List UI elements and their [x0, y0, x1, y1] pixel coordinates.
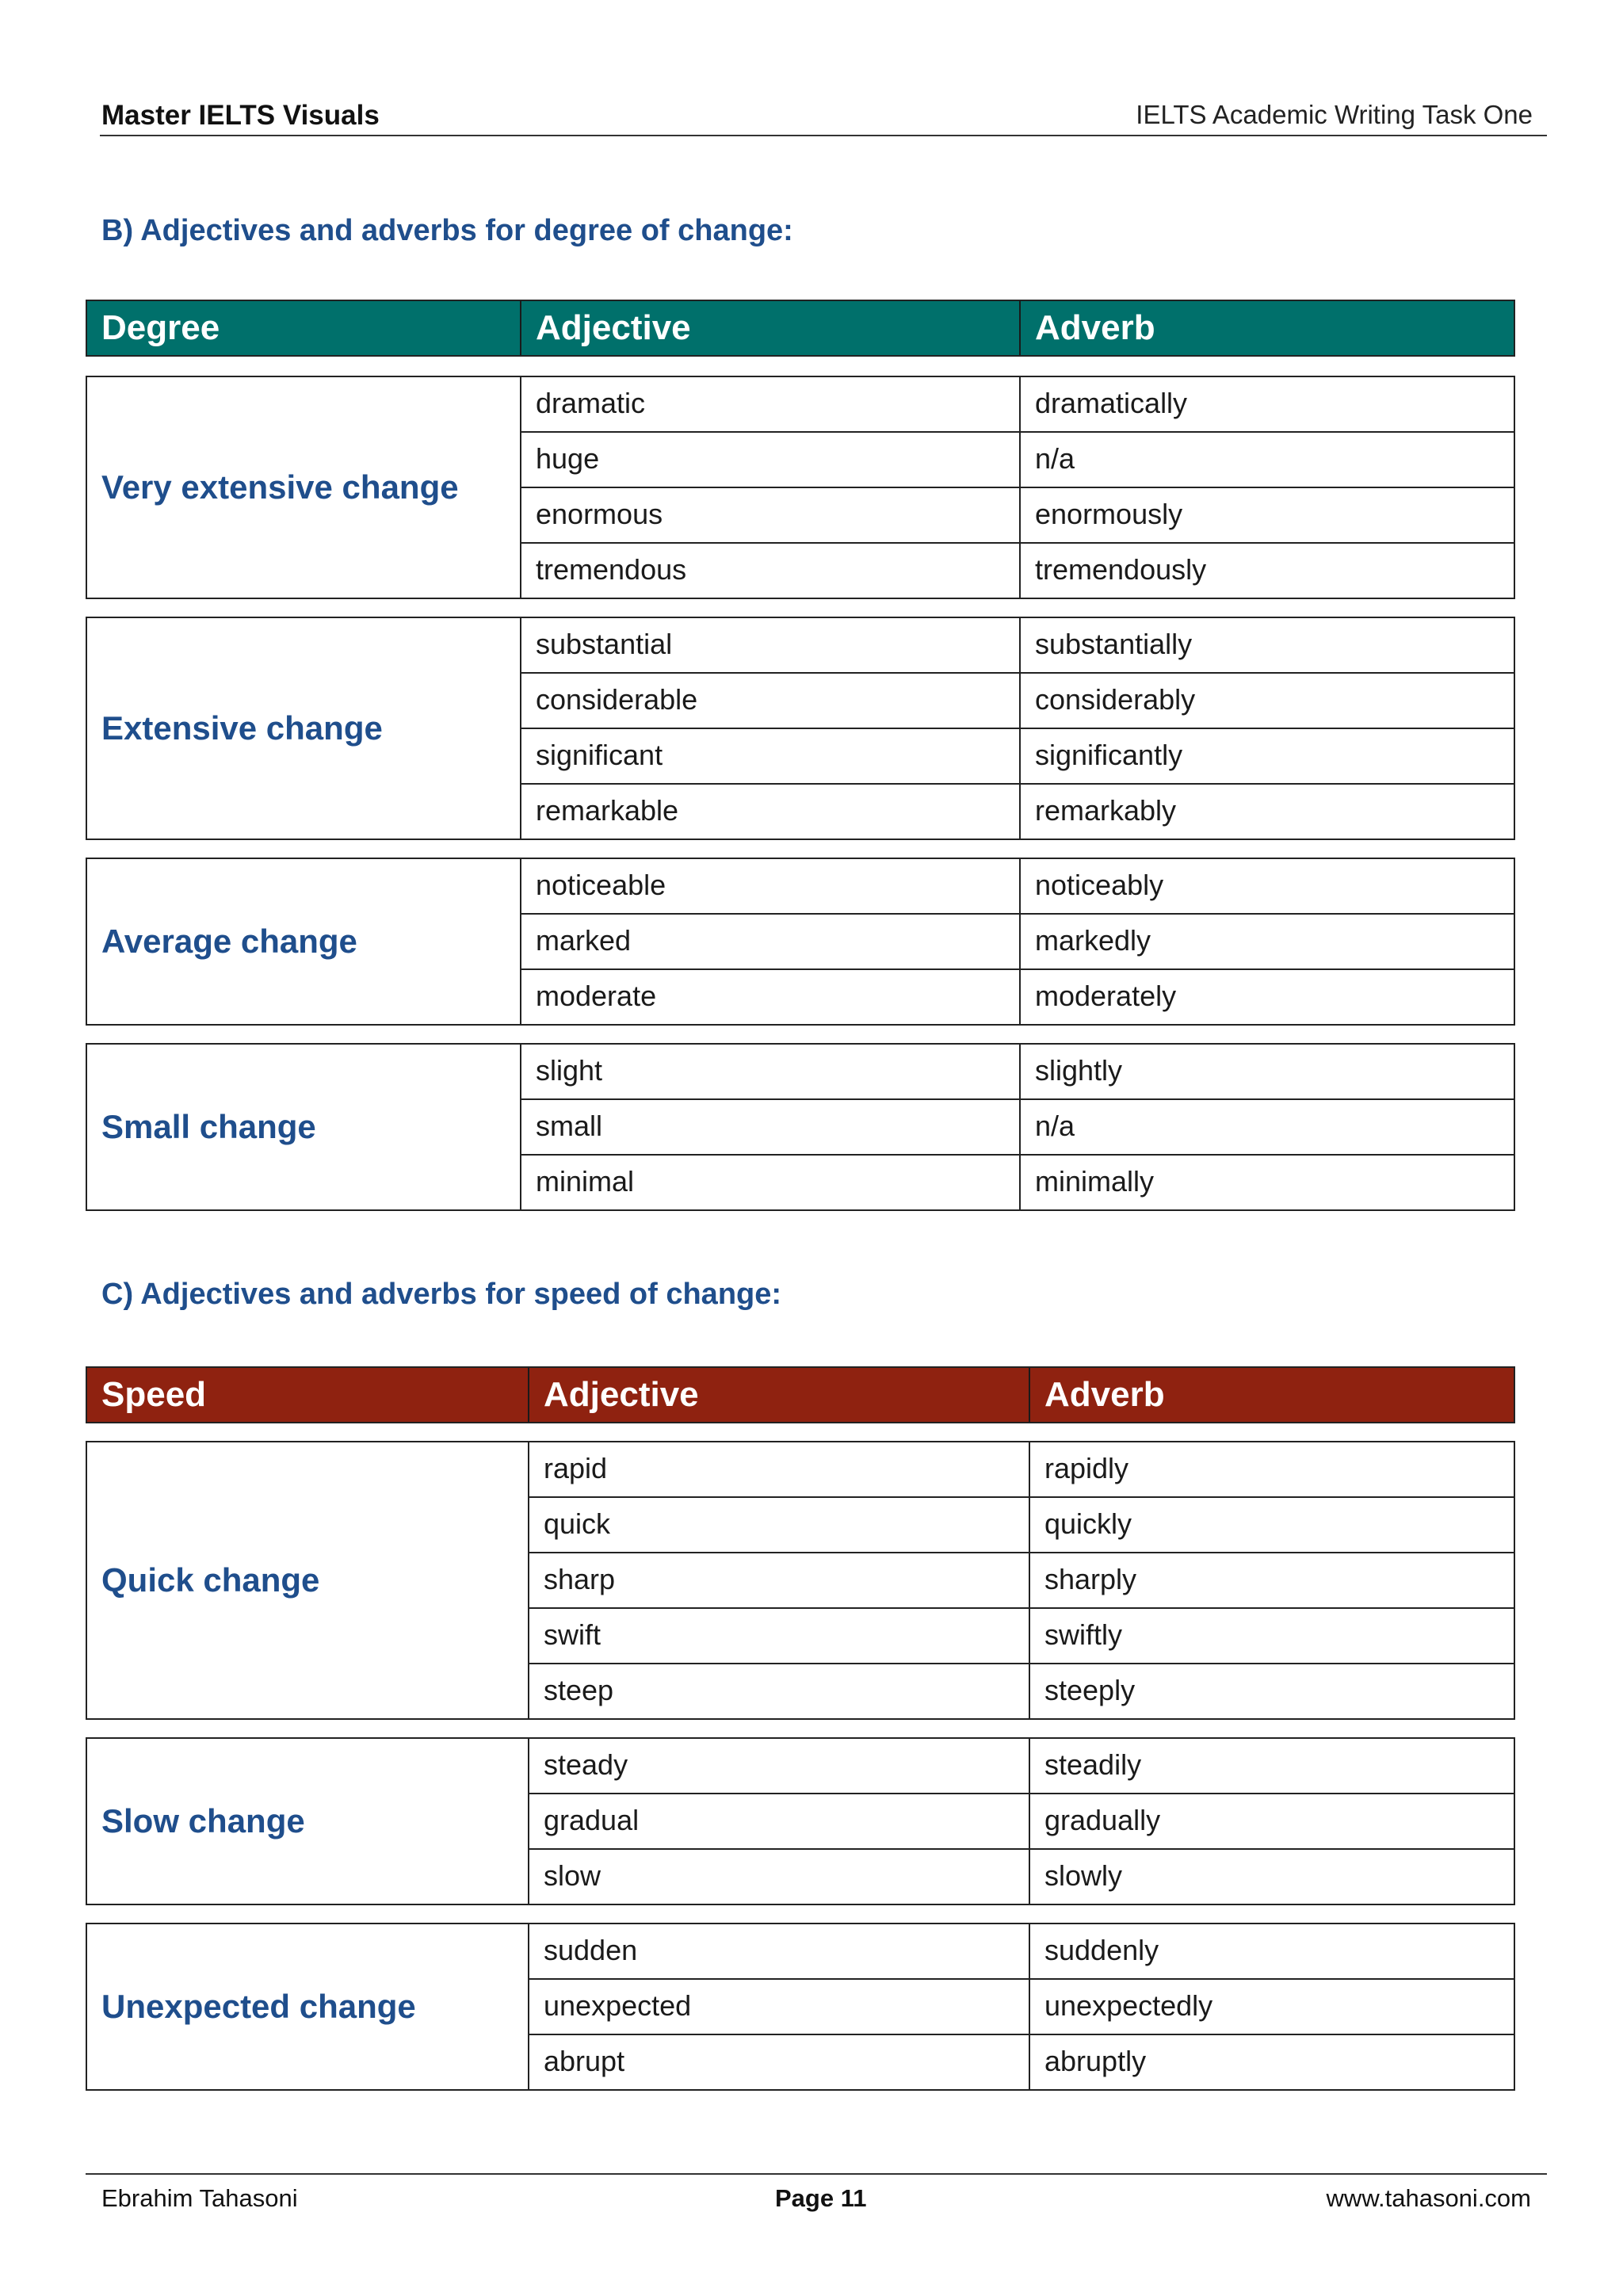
adverb-cell: tremendously	[1035, 553, 1207, 586]
table-row	[529, 1850, 1514, 1904]
group-extensive-change	[86, 617, 1515, 840]
table-row	[521, 729, 1514, 785]
adjective-cell: huge	[521, 433, 1021, 487]
table-row	[529, 1609, 1514, 1664]
adjective-cell: slight	[521, 1045, 1021, 1098]
adjective-cell: minimal	[521, 1156, 1021, 1209]
table-row	[521, 433, 1514, 488]
group-label: Small change	[87, 1045, 521, 1209]
column-header-degree: Degree	[87, 301, 521, 355]
adjective-cell: unexpected	[529, 1980, 1030, 2034]
footer-page-number: Page 11	[775, 2184, 867, 2212]
adjective-cell: sudden	[529, 1924, 1030, 1978]
adverb-cell: n/a	[1035, 442, 1075, 475]
adverb-cell: abruptly	[1044, 2045, 1147, 2077]
adverb-cell: rapidly	[1044, 1452, 1129, 1484]
header-book-title: Master IELTS Visuals	[101, 100, 380, 131]
adjective-cell: enormous	[521, 488, 1021, 542]
adverb-cell: unexpectedly	[1044, 1989, 1213, 2022]
table-row	[521, 970, 1514, 1024]
table-row	[529, 1553, 1514, 1609]
adverb-cell: dramatically	[1035, 387, 1188, 419]
table-row	[529, 1980, 1514, 2035]
group-small-change	[86, 1043, 1515, 1211]
table-row	[521, 1045, 1514, 1100]
column-header-adverb: Adverb	[1035, 308, 1155, 347]
adjective-cell: gradual	[529, 1794, 1030, 1848]
page-header	[100, 98, 1547, 136]
adverb-cell: steeply	[1044, 1674, 1136, 1706]
adjective-cell: substantial	[521, 618, 1021, 672]
table-row	[529, 1498, 1514, 1553]
table-row	[529, 1442, 1514, 1498]
adverb-cell: gradually	[1044, 1804, 1161, 1836]
adjective-cell: noticeable	[521, 859, 1021, 913]
adverb-cell: remarkably	[1035, 794, 1177, 827]
page-footer	[86, 2173, 1547, 2222]
table-row	[529, 1794, 1514, 1850]
adverb-cell: markedly	[1035, 924, 1151, 957]
adjective-cell: small	[521, 1100, 1021, 1154]
table-row	[521, 1100, 1514, 1156]
adverb-cell: considerably	[1035, 683, 1196, 716]
adjective-cell: abrupt	[529, 2035, 1030, 2089]
adverb-cell: enormously	[1035, 498, 1183, 530]
group-label: Quick change	[87, 1442, 529, 1718]
adjective-cell: sharp	[529, 1553, 1030, 1607]
adjective-cell: remarkable	[521, 785, 1021, 839]
adjective-cell: steady	[529, 1739, 1030, 1793]
table-row	[521, 488, 1514, 544]
group-label: Slow change	[87, 1739, 529, 1904]
table-row	[521, 915, 1514, 970]
adjective-cell: slow	[529, 1850, 1030, 1904]
table-row	[529, 2035, 1514, 2089]
adverb-cell: substantially	[1035, 628, 1193, 660]
section-c-title: C) Adjectives and adverbs for speed of change:	[101, 1278, 782, 1311]
table-row	[529, 1664, 1514, 1718]
adverb-cell: sharply	[1044, 1563, 1137, 1595]
table-row	[529, 1924, 1514, 1980]
header-subtitle: IELTS Academic Writing Task One	[1136, 100, 1533, 129]
footer-author: Ebrahim Tahasoni	[101, 2184, 298, 2212]
adverb-cell: n/a	[1035, 1110, 1075, 1142]
adverb-cell: minimally	[1035, 1165, 1155, 1198]
group-label: Unexpected change	[87, 1924, 529, 2089]
column-header-adverb: Adverb	[1044, 1375, 1165, 1414]
group-quick-change	[86, 1441, 1515, 1720]
table-row	[521, 544, 1514, 598]
section-c-table-header	[86, 1366, 1515, 1423]
adjective-cell: tremendous	[521, 544, 1021, 598]
group-label: Very extensive change	[87, 377, 521, 598]
adverb-cell: moderately	[1035, 980, 1177, 1012]
section-b-table-header	[86, 300, 1515, 357]
table-row	[521, 859, 1514, 915]
adjective-cell: dramatic	[521, 377, 1021, 431]
group-label: Extensive change	[87, 618, 521, 839]
table-row	[529, 1739, 1514, 1794]
adverb-cell: significantly	[1035, 739, 1183, 771]
adjective-cell: steep	[529, 1664, 1030, 1718]
adjective-cell: rapid	[529, 1442, 1030, 1496]
adjective-cell: quick	[529, 1498, 1030, 1552]
group-slow-change	[86, 1737, 1515, 1905]
column-header-speed: Speed	[87, 1368, 529, 1422]
adverb-cell: suddenly	[1044, 1934, 1159, 1966]
adverb-cell: noticeably	[1035, 869, 1164, 901]
adjective-cell: swift	[529, 1609, 1030, 1663]
adverb-cell: swiftly	[1044, 1618, 1122, 1651]
table-row	[521, 618, 1514, 674]
adverb-cell: steadily	[1044, 1748, 1142, 1781]
column-header-adjective: Adjective	[529, 1368, 1030, 1422]
table-row	[521, 377, 1514, 433]
group-unexpected-change	[86, 1923, 1515, 2091]
table-row	[521, 674, 1514, 729]
footer-website: www.tahasoni.com	[1326, 2184, 1531, 2212]
adverb-cell: quickly	[1044, 1507, 1132, 1540]
section-b-title: B) Adjectives and adverbs for degree of change:	[101, 214, 793, 247]
table-row	[521, 1156, 1514, 1209]
adjective-cell: moderate	[521, 970, 1021, 1024]
adverb-cell: slightly	[1035, 1054, 1123, 1087]
group-average-change	[86, 858, 1515, 1026]
table-row	[521, 785, 1514, 839]
group-very-extensive-change	[86, 376, 1515, 599]
adverb-cell: slowly	[1044, 1859, 1123, 1892]
column-header-adjective: Adjective	[521, 301, 1021, 355]
group-label: Average change	[87, 859, 521, 1024]
adjective-cell: significant	[521, 729, 1021, 783]
adjective-cell: considerable	[521, 674, 1021, 728]
adjective-cell: marked	[521, 915, 1021, 968]
